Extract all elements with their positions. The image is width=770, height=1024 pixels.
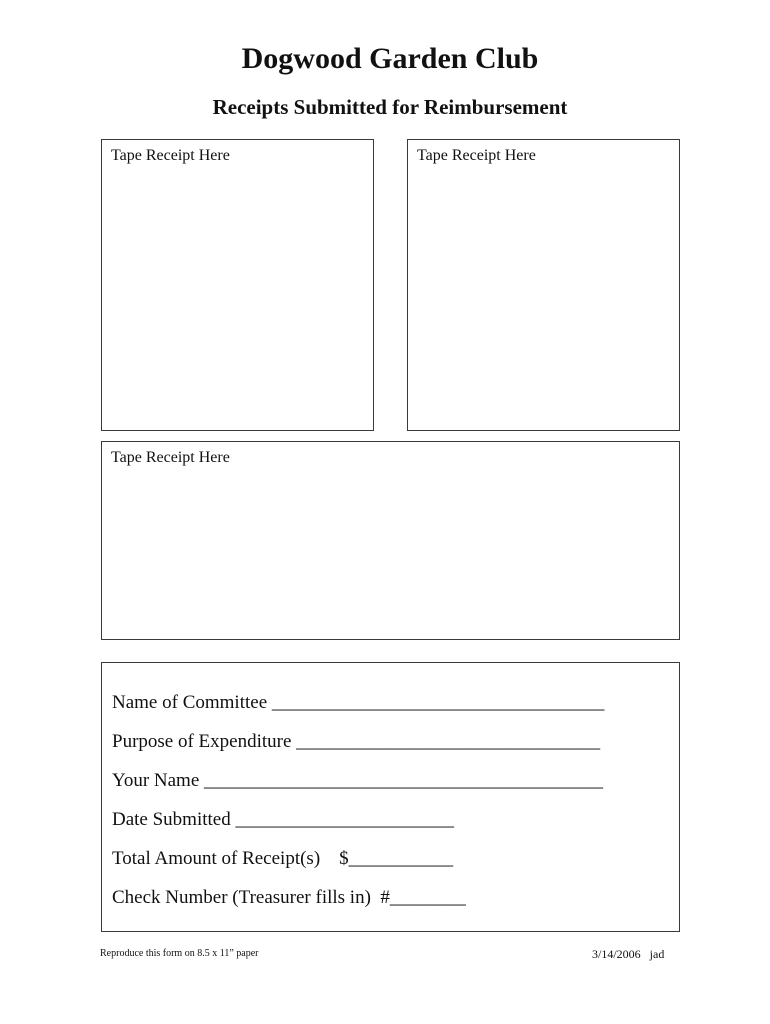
total-amount-field[interactable]: Total Amount of Receipt(s) $___________ [112,848,454,869]
your-name-field[interactable]: Your Name __________________________________________ [112,770,604,791]
page-title: Dogwood Garden Club [241,42,539,75]
reimbursement-info-box [101,662,680,932]
date-submitted-field[interactable]: Date Submitted _______________________ [112,809,454,830]
footer-note: Reproduce this form on 8.5 x 11” paper [100,948,259,959]
receipt-box-wide [101,441,680,640]
committee-name-field[interactable]: Name of Committee ___________________________________ [112,692,605,713]
footer-date: 3/14/2006 jad [592,947,665,961]
expenditure-purpose-field[interactable]: Purpose of Expenditure ________________________________ [112,731,601,752]
receipt-box-label: Tape Receipt Here [417,147,536,164]
page-subtitle: Receipts Submitted for Reimbursement [212,95,568,119]
check-number-field[interactable]: Check Number (Treasurer fills in) #________ [112,887,466,908]
receipt-box-label: Tape Receipt Here [111,147,230,164]
receipt-box-top-left [101,139,374,431]
receipt-box-top-right [407,139,680,431]
receipt-box-label: Tape Receipt Here [111,449,230,466]
